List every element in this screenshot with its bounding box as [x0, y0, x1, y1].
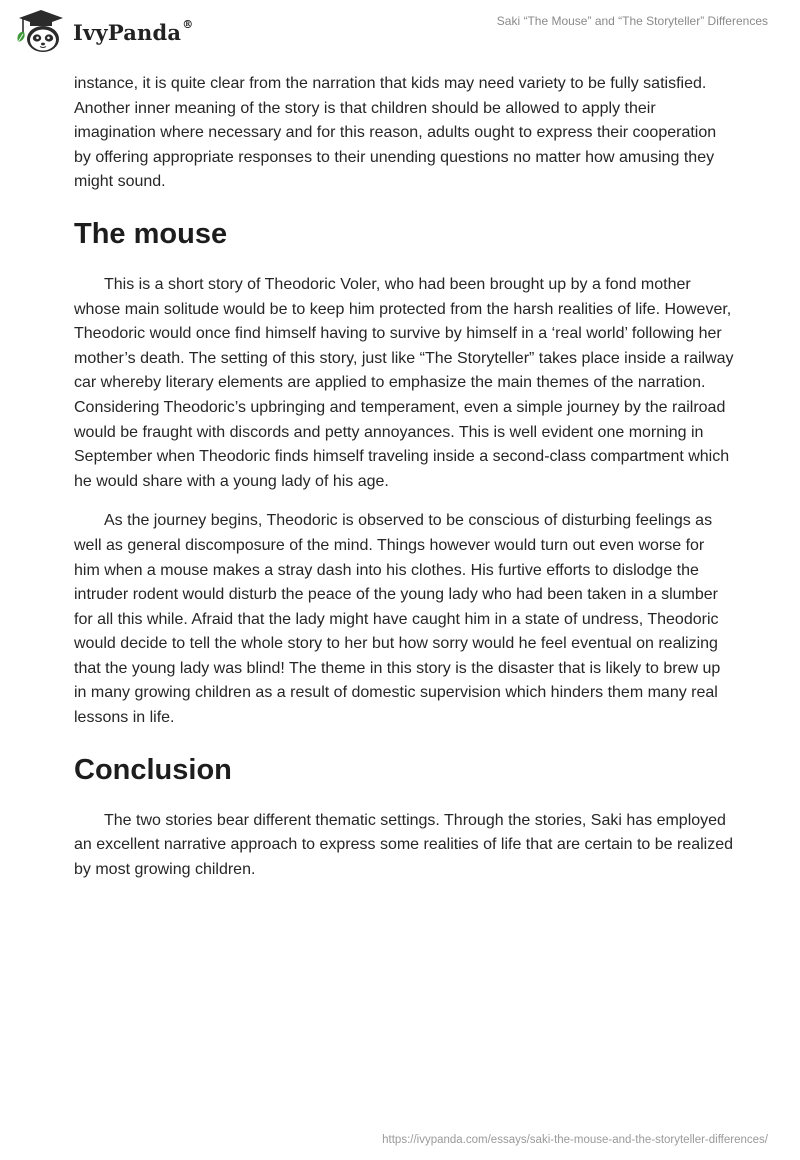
page-header	[0, 0, 800, 64]
section-heading-the-mouse: The mouse	[74, 217, 228, 250]
source-url-link[interactable]: https://ivypanda.com/essays/saki-the-mouse-and-the-storyteller-differences/	[382, 1134, 768, 1146]
panda-graduate-icon	[15, 8, 67, 54]
registered-mark: ®	[182, 17, 194, 31]
mouse-paragraph-2: As the journey begins, Theodoric is observed to be conscious of disturbing feelings as well as general discomposure of the mind. Things however would turn out even worse for him when a mouse makes a stray dash into his clothes. His furtive efforts to dislodge the intruder rodent would disturb the peace of the young lady who had been taken in a slumber for all this while. Afraid that the lady might have caught him in a state of undress, Theodoric would decide to tell the whole story to her but how sorry would he feel eventual on realizing that the young lady was blind! The theme in this story is the disaster that is likely to brew up in many growing children as a result of domestic supervision which hinders them many real lessons in life.	[74, 512, 721, 727]
mouse-paragraph-1: This is a short story of Theodoric Voler, who had been brought up by a fond mother whose main solitude would be to keep him protected from the harsh realities of life. However, Theodoric would once find himself having to survive by himself in a ‘real world’ following her mother’s death. The setting of this story, just like “The Storyteller” takes place inside a railway car whereby literary elements are applied to emphasize the main themes of the narration. Considering Theodoric’s upbringing and temperament, even a simple journey by the railroad would be fraught with discords and petty annoyances. This is well evident one morning in September when Theodoric finds himself traveling inside a second-class compartment which he would share with a young lady of his age.	[74, 275, 734, 490]
ivypanda-logo[interactable]	[15, 8, 193, 54]
logo-name: IvyPanda	[73, 19, 182, 45]
intro-paragraph: instance, it is quite clear from the narration that kids may need variety to be fully satisfied. Another inner meaning of the story is that children should be allowed to apply their imagination where necessary and for this reason, adults ought to express their cooperation by offering appropriate responses to their unending questions no matter how amusing they might sound.	[74, 75, 717, 191]
logo-wordmark	[73, 17, 194, 45]
essay-body	[74, 72, 734, 882]
running-title: Saki “The Mouse” and “The Storyteller” Differences	[496, 14, 768, 28]
conclusion-paragraph: The two stories bear different thematic settings. Through the stories, Saki has employed an excellent narrative approach to express some realities of life that are certain to be realized by most growing children.	[74, 811, 734, 878]
section-heading-conclusion: Conclusion	[74, 753, 232, 786]
